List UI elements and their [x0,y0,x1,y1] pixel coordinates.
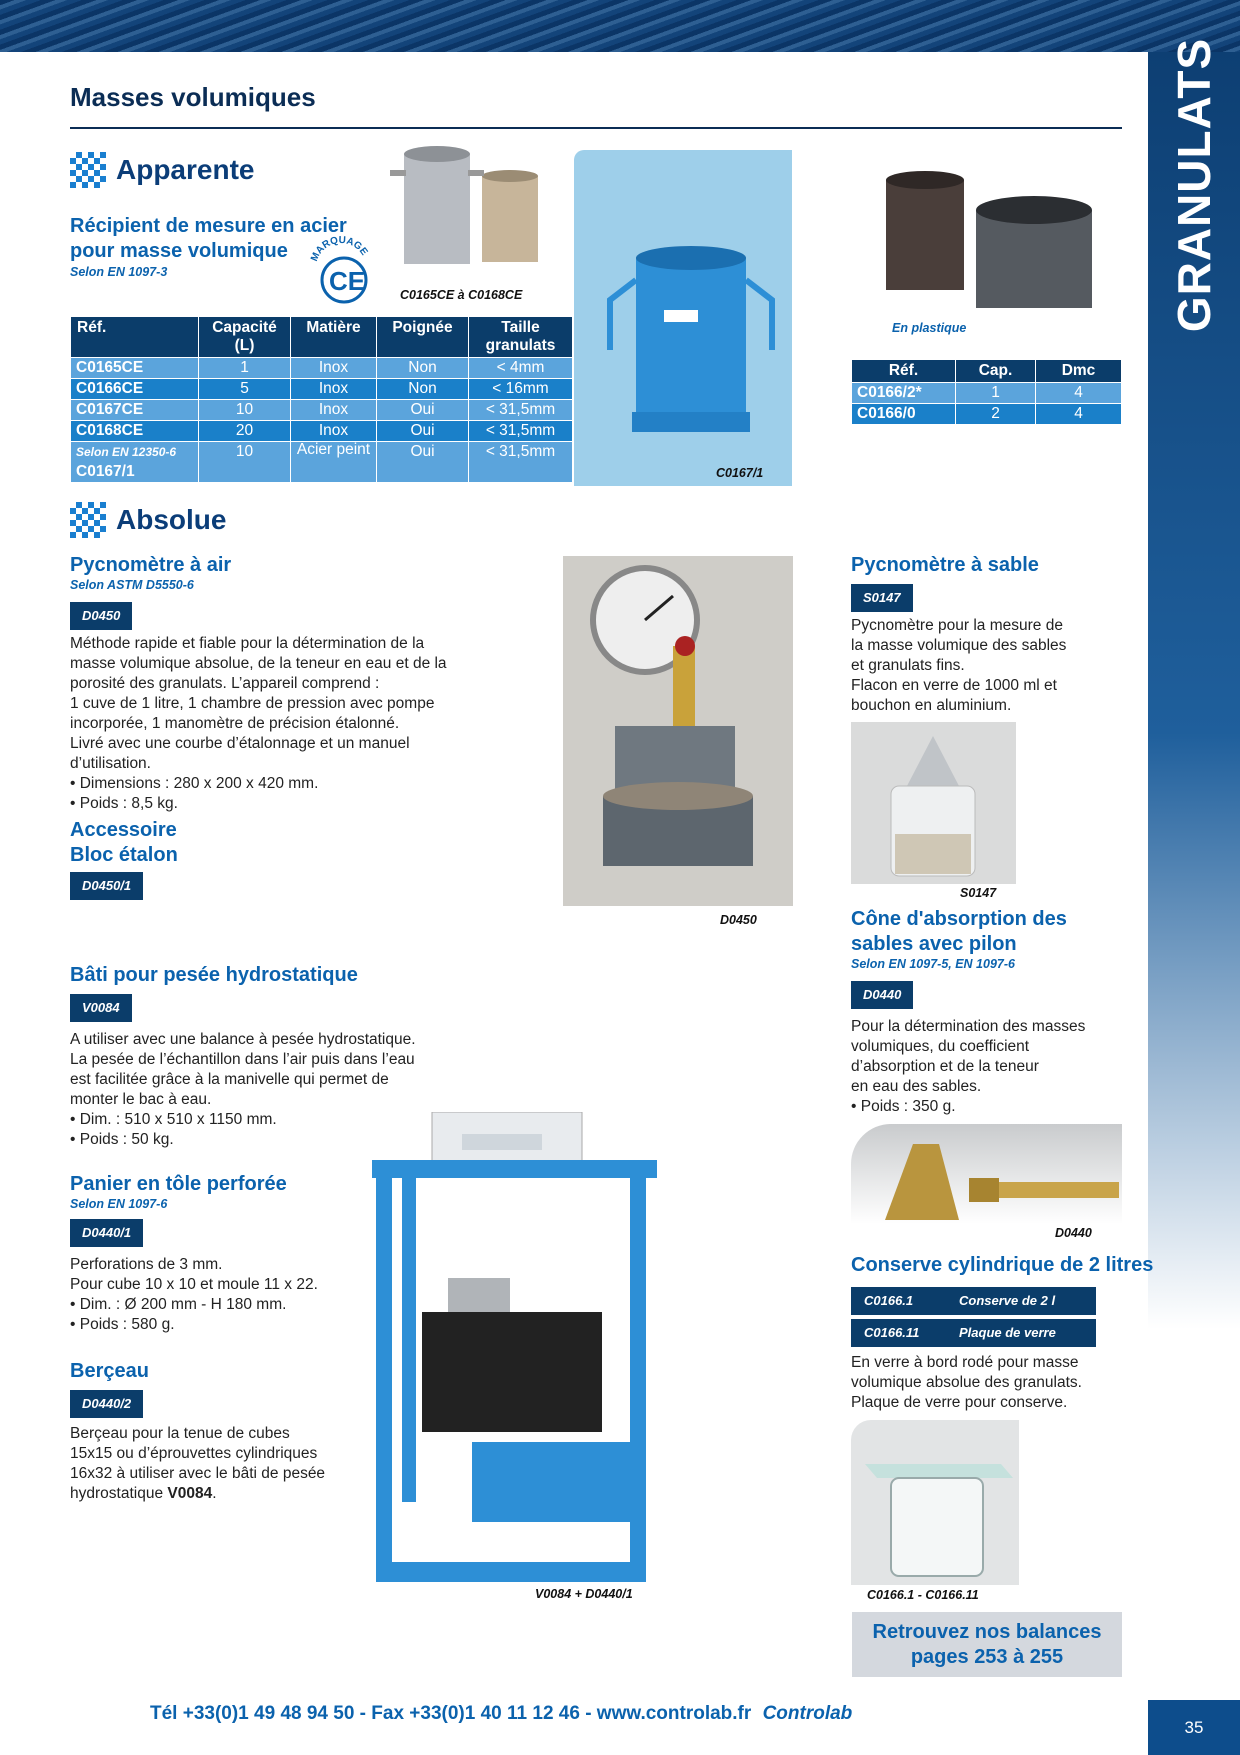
photo-bati-hydrostatique [372,1112,657,1592]
ref-badge: V0084 [70,994,132,1022]
side-label: GRANULATS [1168,37,1220,333]
product-title-recipient: Récipient de mesure en acier pour masse volumique [70,215,347,262]
block-panier: Panier en tôle perforée Selon EN 1097-6 D0440/1 Perforations de 3 mm. Pour cube 10 x 10 et moule 11 x 22. • Dim. : Ø 200 mm - H 180 mm. • Poids : 580 g. [70,1172,370,1335]
section-apparente: Apparente [70,152,254,188]
photo-blue-container [574,150,792,486]
caption-plastic: En plastique [892,321,967,335]
description: Pour la détermination des masses volumiques, du coefficient d’absorption et de la teneur en eau des sables. • Poids : 350 g. [851,1018,1086,1115]
footer-contact: Tél +33(0)1 49 48 94 50 - Fax +33(0)1 40 11 12 46 - www.controlab.fr Controlab [150,1703,853,1724]
conserve-item: C0166.1 Conserve de 2 l [851,1287,1096,1315]
description: A utiliser avec une balance à pesée hydrostatique. La pesée de l’échantillon dans l’air puis dans l’eau est facilitée grâce à la manivelle qui permet de monter le bac à eau. • Dim. : 510 x 510 x 1150 mm. • Poids : 50 kg. [70,1031,416,1148]
caption-d0450: D0450 [720,913,757,927]
table-row: C0165CE 1 Inox Non < 4mm [71,358,573,379]
conserve-item: C0166.11 Plaque de verre [851,1319,1096,1347]
table-row: C0167CE 10 Inox Oui < 31,5mm [71,400,573,421]
checker-icon [70,152,106,188]
description: Perforations de 3 mm. Pour cube 10 x 10 et moule 11 x 22. • Dim. : Ø 200 mm - H 180 mm. • Poids : 580 g. [70,1256,318,1333]
ref-badge: D0440 [851,981,913,1009]
page-title: Masses volumiques [70,82,316,112]
svg-text:CE: CE [329,266,366,296]
title-rule [70,127,1122,129]
photo-conserve [851,1420,1019,1585]
ref-badge: D0450 [70,602,132,630]
ref-badge: S0147 [851,584,913,612]
th-poignee: Poignée [377,317,469,358]
caption-conserve: C0166.1 - C0166.11 [867,1588,979,1602]
block-cone: Cône d'absorption des sables avec pilon Selon EN 1097-5, EN 1097-6 D0440 Pour la détermination des masses volumiques, du coefficient d’absorption et de la teneur en eau des sables. • Poids : 350 g. [851,907,1131,1117]
description: Méthode rapide et fiable pour la détermination de la masse volumique absolue, de la teneur en eau et de la porosité des granulats. L’appareil comprend : 1 cuve de 1 litre, 1 chambre de pression avec pompe incorporée, 1 manomètre de précision étalonné. Livré avec une courbe d’étalonnage et un manuel d’utilisation. • Dimensions : 280 x 200 x 420 mm. • Poids : 8,5 kg. [70,635,447,812]
table-row: C0168CE 20 Inox Oui < 31,5mm [71,421,573,442]
caption-d0440: D0440 [1055,1226,1092,1240]
block-accessoire: Accessoire Bloc étalon D0450/1 [70,818,178,900]
caption-s0147: S0147 [960,886,997,900]
block-berceau: Berçeau D0440/2 Berçeau pour la tenue de cubes 15x15 ou d’éprouvettes cylindriques 16x32 à utiliser avec le bâti de pesée hydrostatique V0084. [70,1359,370,1504]
plastic-table: Réf. Cap. Dmc C0166/2* 1 4 C0166/0 2 4 [851,359,1122,425]
standard-en1097-3: Selon EN 1097-3 [70,265,168,279]
balances-box: Retrouvez nos balances pages 253 à 255 [852,1612,1122,1677]
th-taille: Taille granulats [469,317,573,358]
ref-badge: D0440/1 [70,1219,143,1247]
conserve-description: En verre à bord rodé pour masse volumique absolue des granulats. Plaque de verre pour conserve. [851,1354,1082,1411]
photo-cone [851,1124,1122,1224]
svg-text:MARQUAGE: MARQUAGE [309,234,370,264]
table-row: Selon EN 12350-6 C0167/1 10 Acier peint Oui < 31,5mm [71,442,573,483]
description: Pycnomètre pour la mesure de la masse volumique des sables et granulats fins. Flacon en verre de 1000 ml et bouchon en aluminium. [851,617,1067,714]
caption-steel: C0165CE à C0168CE [400,288,523,302]
conserve-items [851,1287,1096,1347]
table-row: C0166/0 2 4 [852,404,1122,425]
block-bati: Bâti pour pesée hydrostatique V0084 A utiliser avec une balance à pesée hydrostatique. La pesée de l’échantillon dans l’air puis dans l’eau est facilitée grâce à la manivelle qui permet de monter le bac à eau. • Dim. : 510 x 510 x 1150 mm. • Poids : 50 kg. [70,963,540,1150]
block-pycno-air: Pycnomètre à air Selon ASTM D5550-6 D0450 Méthode rapide et fiable pour la détermination de la masse volumique absolue, de la teneur en eau et de la porosité des granulats. L’appareil comprend : 1 cuve de 1 litre, 1 chambre de pression avec pompe incorporée, 1 manomètre de précision étalonné. Livré avec une courbe d’étalonnage et un manuel d’utilisation. • Dimensions : 280 x 200 x 420 mm. • Poids : 8,5 kg. [70,553,540,814]
apparente-table [70,316,573,483]
th-matiere: Matière [291,317,377,358]
photo-pycnometre-sable [851,722,1016,884]
photo-plastic-containers [870,168,1102,318]
description: Berçeau pour la tenue de cubes 15x15 ou d’éprouvettes cylindriques 16x32 à utiliser avec le bâti de pesée hydrostatique V0084. [70,1425,326,1502]
ref-badge: D0440/2 [70,1390,143,1418]
controlab-logo: Controlab [762,1703,853,1724]
checker-icon [70,502,106,538]
header-banner [0,0,1240,52]
ce-mark [308,228,374,311]
th-ref: Réf. [71,317,199,358]
section-absolue: Absolue [70,502,226,538]
caption-c0167-1: C0167/1 [716,466,764,480]
ref-badge: D0450/1 [70,872,143,900]
table-row: C0166CE 5 Inox Non < 16mm [71,379,573,400]
page-number: 35 [1148,1700,1240,1755]
caption-v0084: V0084 + D0440/1 [535,1587,633,1601]
photo-pycnometre-air [563,556,793,906]
photo-steel-containers [390,140,558,280]
block-pycno-sable: Pycnomètre à sable S0147 Pycnomètre pour la mesure de la masse volumique des sables et granulats fins. Flacon en verre de 1000 ml et bouchon en aluminium. [851,553,1131,716]
table-row: C0166/2* 1 4 [852,383,1122,404]
conserve-title: Conserve cylindrique de 2 litres [851,1254,1154,1276]
th-capacite: Capacité (L) [199,317,291,358]
